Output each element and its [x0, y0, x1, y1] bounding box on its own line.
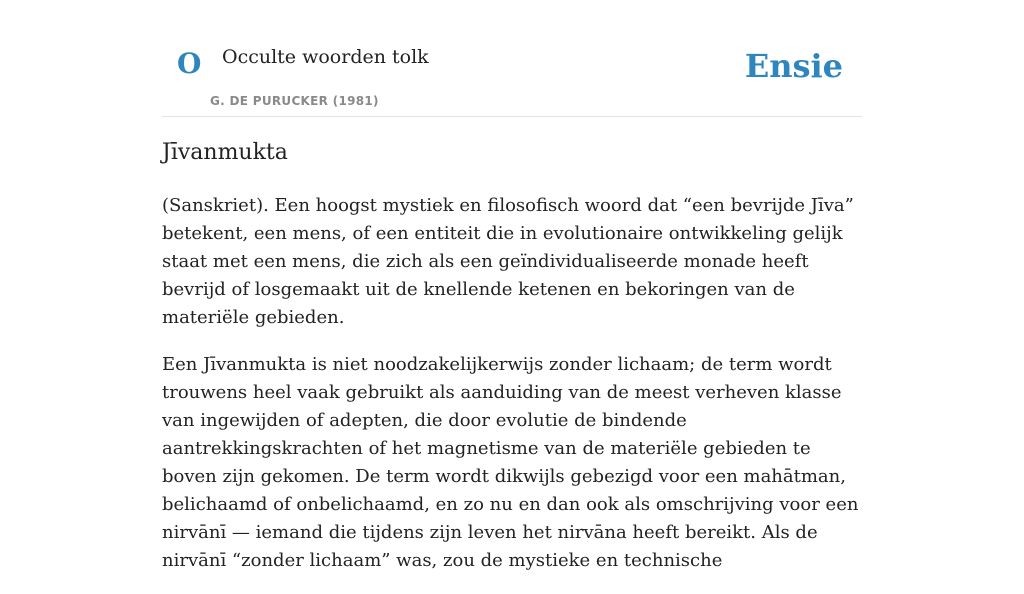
entry-term: Jīvanmukta — [162, 140, 288, 165]
brand-logo[interactable]: Ensie — [744, 47, 843, 85]
header — [162, 0, 862, 117]
index-letter[interactable]: O — [177, 47, 202, 80]
entry-content — [162, 192, 862, 594]
book-title-link[interactable]: Occulte woorden tolk — [222, 46, 429, 68]
author-byline: G. DE PURUCKER (1981) — [210, 94, 379, 108]
paragraph: (Sanskriet). Een hoogst mystiek en filosofisch woord dat “een bevrijde Jīva” betekent, een mens, of een entiteit die in evolutionaire ontwikkeling gelijk staat met een mens, die zich als een geïndividualiseerde monade heeft bevrijd of losgemaakt uit de knellende ketenen en bekoringen van de materiële gebieden. — [162, 195, 854, 328]
paragraph: Een Jīvanmukta is niet noodzakelijkerwijs zonder lichaam; de term wordt trouwens heel vaak gebruikt als aanduiding van de meest verheven klasse van ingewijden of adepten, die door evolutie de bindende aantrekkingskrachten of het magnetisme van de materiële gebieden te boven zijn gekomen. De term wordt dikwijls gebezigd voor een mahātman, belichaamd of onbelichaamd, en zo nu en dan ook als omschrijving voor een nirvānī — iemand die tijdens zijn leven het nirvāna heeft bereikt. Als de nirvānī “zonder lichaam” was, zou de mystieke en technische — [162, 354, 859, 571]
